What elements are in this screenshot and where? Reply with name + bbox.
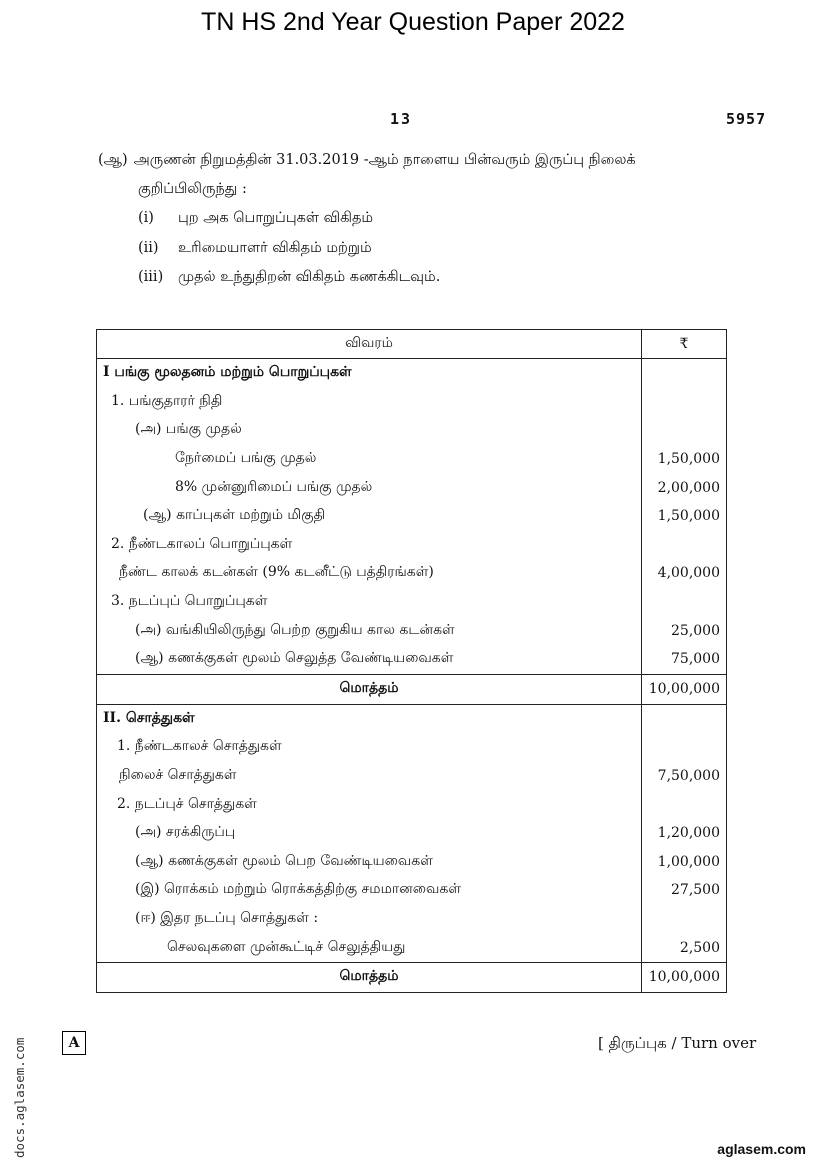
paper-code-letter-box: A (62, 1031, 86, 1055)
row-label: 3. நடப்புப் பொறுப்புகள் (97, 588, 642, 617)
amount-cell (642, 704, 727, 733)
total-label: மொத்தம் (97, 962, 642, 992)
amount-cell (642, 733, 727, 762)
table-row (97, 876, 727, 905)
amount-cell (642, 531, 727, 560)
amount-cell: 75,000 (642, 645, 727, 674)
row-label: (அ) பங்கு முதல் (97, 416, 642, 445)
amount-cell: 27,500 (642, 876, 727, 905)
vertical-url-watermark: docs.aglasem.com (12, 1037, 27, 1158)
question-line-2: குறிப்பிலிருந்து : (138, 181, 247, 197)
question-marker: (ஆ) (98, 152, 128, 168)
table-row (97, 616, 727, 645)
row-label: (ஆ) கணக்குகள் மூலம் செலுத்த வேண்டியவைகள் (97, 645, 642, 674)
table-row (97, 445, 727, 474)
amount-cell: 1,50,000 (642, 445, 727, 474)
sub-item-iii (138, 269, 440, 287)
table-row (97, 531, 727, 560)
total-amount: 10,00,000 (642, 962, 727, 992)
column-header-particulars: விவரம் (97, 330, 642, 359)
amount-cell: 4,00,000 (642, 559, 727, 588)
site-watermark: aglasem.com (717, 1141, 806, 1157)
total-label: மொத்தம் (97, 674, 642, 704)
column-header-amount: ₹ (642, 330, 727, 359)
table-row (97, 790, 727, 819)
table-row (97, 933, 727, 962)
row-label: (அ) சரக்கிருப்பு (97, 819, 642, 848)
amount-cell: 2,00,000 (642, 473, 727, 502)
sub-item-text: முதல் உந்துதிறன் விகிதம் கணக்கிடவும். (178, 269, 441, 285)
sub-item-ii (138, 240, 372, 258)
amount-cell (642, 359, 727, 388)
sub-item-mark: (iii) (138, 269, 164, 285)
row-label: 2. நீண்டகாலப் பொறுப்புகள் (97, 531, 642, 560)
amount-cell (642, 790, 727, 819)
amount-cell: 1,50,000 (642, 502, 727, 531)
amount-cell: 7,50,000 (642, 762, 727, 791)
question-text-1: அருணன் நிறுமத்தின் 31.03.2019 -ஆம் நாளைய பின்வரும் இருப்பு நிலைக் (133, 152, 636, 168)
table-header-row (97, 330, 727, 359)
sub-item-text: உரிமையாளர் விகிதம் மற்றும் (178, 240, 372, 256)
row-label: (இ) ரொக்கம் மற்றும் ரொக்கத்திற்கு சமமானவைகள் (97, 876, 642, 905)
row-label: நீண்ட காலக் கடன்கள் (9% கடனீட்டு பத்திரங்கள்) (97, 559, 642, 588)
amount-cell: 25,000 (642, 616, 727, 645)
row-label: 2. நடப்புச் சொத்துகள் (97, 790, 642, 819)
balance-sheet-table (96, 329, 727, 993)
table-row (97, 588, 727, 617)
table-row (97, 848, 727, 877)
sub-item-i (138, 210, 373, 228)
sub-item-mark: (ii) (138, 240, 159, 256)
section-heading-assets: II. சொத்துகள் (97, 704, 642, 733)
row-label: (அ) வங்கியிலிருந்து பெற்ற குறுகிய கால கடன்கள் (97, 616, 642, 645)
amount-cell (642, 416, 727, 445)
question-line-1 (98, 152, 636, 170)
amount-cell: 1,00,000 (642, 848, 727, 877)
table-row (97, 388, 727, 417)
table-row (97, 502, 727, 531)
row-label: 8% முன்னுரிமைப் பங்கு முதல் (97, 473, 642, 502)
row-label: செலவுகளை முன்கூட்டிச் செலுத்தியது (97, 933, 642, 962)
table-row (97, 473, 727, 502)
banner-title: TN HS 2nd Year Question Paper 2022 (201, 8, 625, 36)
sub-item-mark: (i) (138, 210, 154, 226)
table-row (97, 905, 727, 934)
row-label: நேர்மைப் பங்கு முதல் (97, 445, 642, 474)
table-row (97, 645, 727, 674)
row-label: (ஆ) கணக்குகள் மூலம் பெற வேண்டியவைகள் (97, 848, 642, 877)
paper-code: 5957 (726, 110, 767, 128)
amount-cell (642, 388, 727, 417)
table-row (97, 733, 727, 762)
total-row-liabilities (97, 674, 727, 704)
row-label: நிலைச் சொத்துகள் (97, 762, 642, 791)
table-row (97, 416, 727, 445)
amount-cell: 2,500 (642, 933, 727, 962)
table-row (97, 762, 727, 791)
table-row (97, 359, 727, 388)
row-label: (ஈ) இதர நடப்பு சொத்துகள் : (97, 905, 642, 934)
table-row (97, 704, 727, 733)
table-row (97, 559, 727, 588)
total-amount: 10,00,000 (642, 674, 727, 704)
total-row-assets (97, 962, 727, 992)
amount-cell (642, 905, 727, 934)
sub-item-text: புற அக பொறுப்புகள் விகிதம் (178, 210, 374, 226)
table-row (97, 819, 727, 848)
row-label: 1. பங்குதாரர் நிதி (97, 388, 642, 417)
row-label: (ஆ) காப்புகள் மற்றும் மிகுதி (97, 502, 642, 531)
amount-cell: 1,20,000 (642, 819, 727, 848)
row-label: 1. நீண்டகாலச் சொத்துகள் (97, 733, 642, 762)
page-number: 13 (390, 110, 413, 128)
amount-cell (642, 588, 727, 617)
turn-over-note: [ திருப்புக / Turn over (598, 1034, 757, 1052)
section-heading-liabilities: I பங்கு மூலதனம் மற்றும் பொறுப்புகள் (97, 359, 642, 388)
